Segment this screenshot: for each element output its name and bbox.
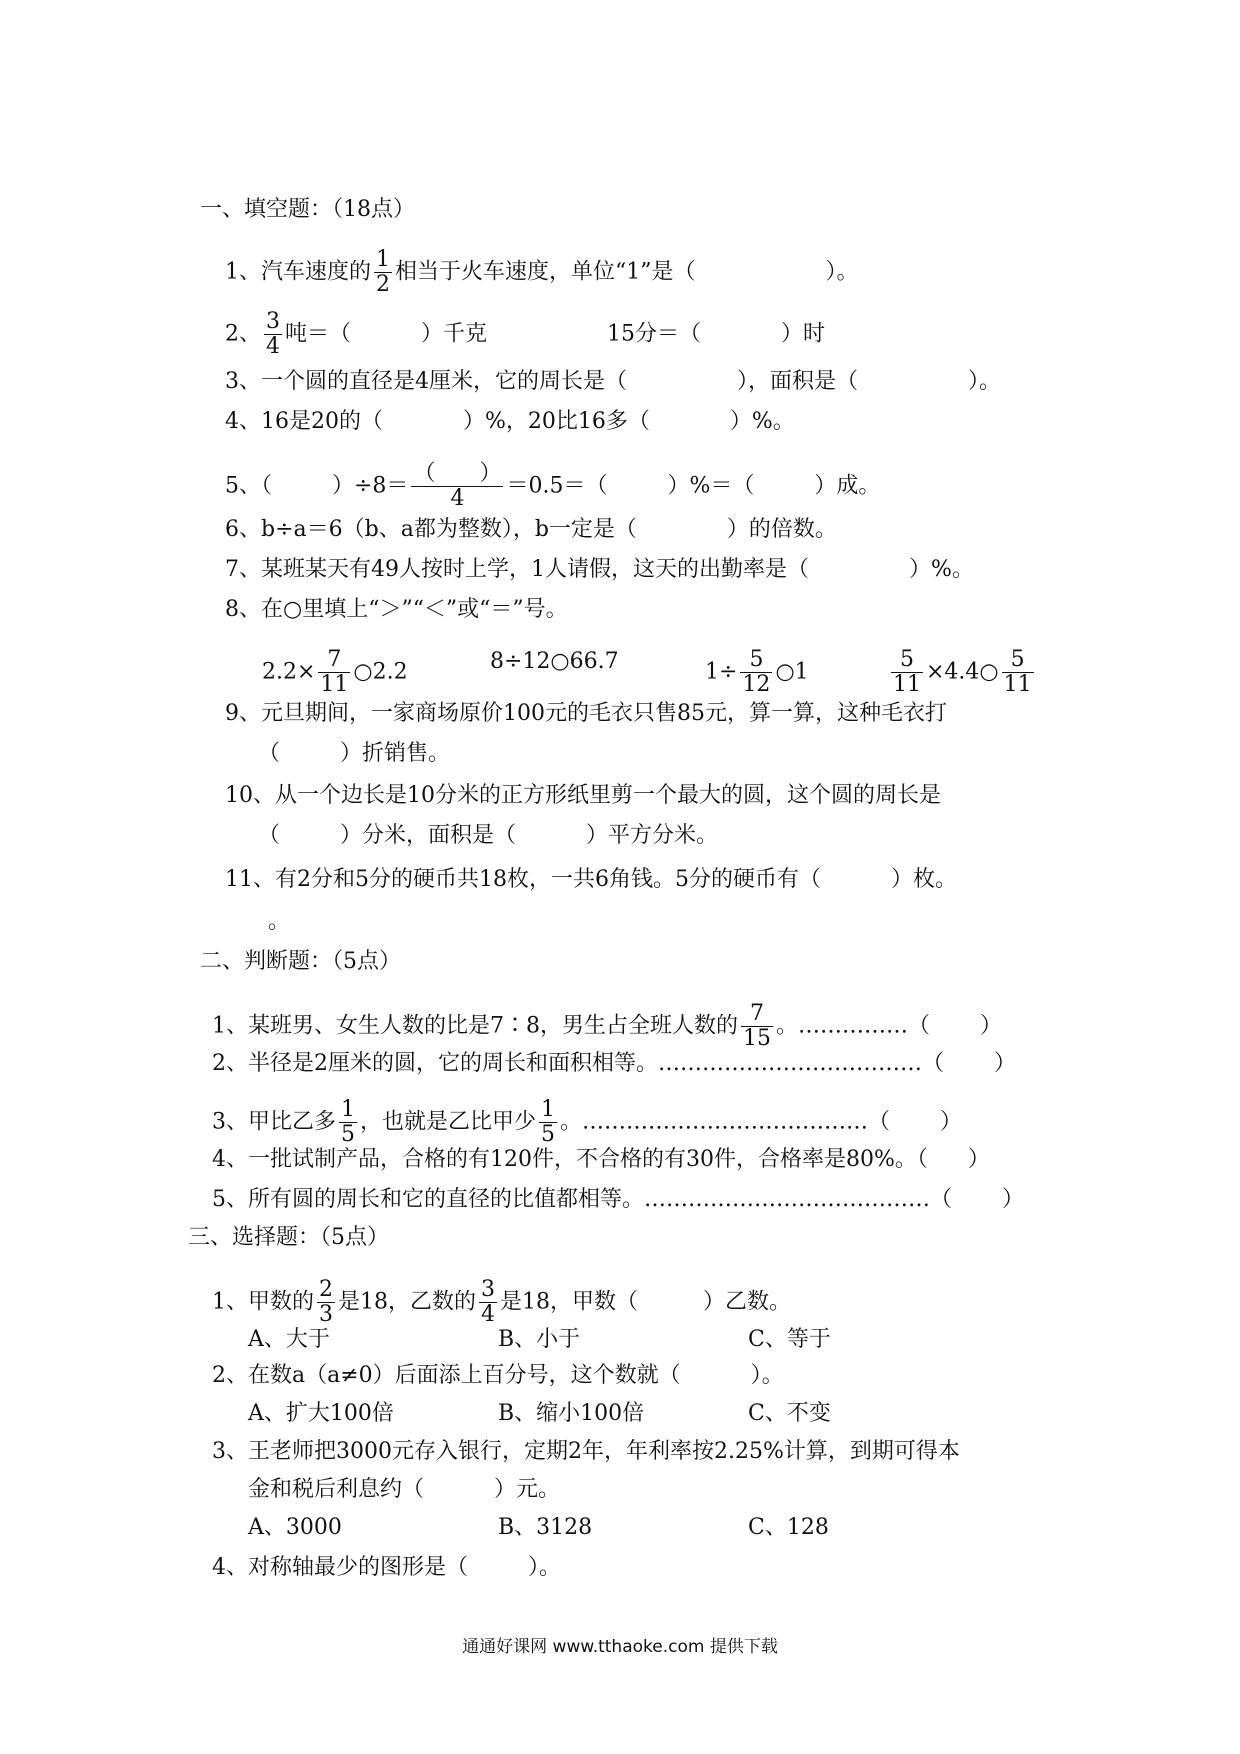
j3-text-a: 3、甲比乙多 xyxy=(212,1109,336,1135)
j5-text-c: ） xyxy=(1002,1187,1025,1212)
c1-text-c: 是18，甲数（ xyxy=(500,1289,638,1315)
q8-item-2-a: 8÷12○66.7 xyxy=(490,649,619,674)
q2-text-b: 吨＝（ xyxy=(285,321,352,347)
j2-text-a: 2、半径是2厘米的圆，它的周长和面积相等。………………………………（ xyxy=(212,1051,944,1076)
choice-1 xyxy=(212,1278,791,1327)
q8-item-4-fraction-b xyxy=(1002,648,1034,697)
q8-item-3 xyxy=(705,648,809,697)
q2-text-f: ）时 xyxy=(781,321,826,347)
q2-text-a: 2、 xyxy=(225,321,261,347)
q2-denominator: 4 xyxy=(266,334,280,359)
c1-option-a: A、大于 xyxy=(248,1327,330,1352)
j3-text-b: ，也就是乙比甲少 xyxy=(360,1109,537,1135)
q8-item-4-fraction-a xyxy=(891,648,923,697)
footer-watermark: 通通好课网 www.tthaoke.com 提供下载 xyxy=(462,1637,778,1657)
choice-3-line-2 xyxy=(248,1476,560,1504)
q2-fraction xyxy=(264,310,282,359)
q9-text-a: （ xyxy=(258,741,281,766)
c4-text-a: 4、对称轴最少的图形是（ xyxy=(212,1555,468,1580)
q3-text-a: 3、一个圆的直径是4厘米，它的周长是（ xyxy=(225,369,627,394)
q11-text-b: ）枚。 xyxy=(890,867,957,892)
c4-text-b: ）。 xyxy=(528,1555,562,1580)
q1-text-b: 相当于火车速度，单位“1”是（ xyxy=(395,259,696,285)
q4-text-c: ）%。 xyxy=(729,409,795,434)
question-9-line-2 xyxy=(258,740,450,768)
question-2 xyxy=(225,310,825,359)
q8-item-3-denominator: 12 xyxy=(742,672,771,697)
j1-text-c: ） xyxy=(980,1013,1003,1039)
c1-option-c: C、等于 xyxy=(748,1327,831,1352)
c3-text-b: ）元。 xyxy=(494,1477,561,1502)
question-6 xyxy=(225,516,837,544)
q10-text-c: ）平方分米。 xyxy=(586,823,719,848)
j4-text-c: ） xyxy=(967,1147,990,1172)
q2-text-c: ）千克 xyxy=(421,321,488,347)
q5-numerator: （ ） xyxy=(413,461,502,486)
j3-denominator-b: 5 xyxy=(541,1122,556,1147)
judge-1 xyxy=(212,1002,1002,1051)
q5-text-e: ）%＝（ xyxy=(667,473,755,499)
question-3 xyxy=(225,368,1001,396)
q6-text-a: 6、b÷a＝6（b、a都为整数），b一定是（ xyxy=(225,517,637,542)
j1-fraction xyxy=(741,1002,773,1051)
j3-denominator-a: 5 xyxy=(341,1122,355,1147)
j1-text-a: 1、某班男、女生人数的比是7∶8，男生占全班人数的 xyxy=(212,1013,738,1039)
question-1 xyxy=(225,248,859,297)
q1-text-c: ）。 xyxy=(825,259,859,285)
question-7 xyxy=(225,556,974,584)
q5-text-a: 5、（ xyxy=(225,473,272,499)
c1-option-b: B、小于 xyxy=(498,1327,581,1352)
c2-text-a: 2、在数a（a≠0）后面添上百分号，这个数就（ xyxy=(212,1363,681,1388)
judge-5 xyxy=(212,1186,1024,1214)
question-4 xyxy=(225,408,795,436)
q4-text-b: ）%，20比16多（ xyxy=(463,409,650,434)
q11-text-a: 11、有2分和5分的硬币共18枚，一共6角钱。5分的硬币有（ xyxy=(225,867,821,892)
q1-text-a: 1、汽车速度的 xyxy=(225,259,371,285)
q8-item-4-numerator-a: 5 xyxy=(891,648,923,673)
j3-fraction-b xyxy=(539,1098,557,1147)
question-9-line-1: 9、元旦期间，一家商场原价100元的毛衣只售85元，算一算，这种毛衣打 xyxy=(225,701,947,726)
q1-fraction xyxy=(374,248,392,297)
j1-denominator: 15 xyxy=(743,1026,771,1051)
c1-fraction-b xyxy=(479,1278,497,1327)
q2-text-e: 15分＝（ xyxy=(607,321,702,347)
question-11-line-2: 。 xyxy=(268,909,291,934)
c3-option-b: B、3128 xyxy=(498,1515,593,1540)
section-2-title: 二、判断题：（5点） xyxy=(200,949,401,974)
q7-text-b: ）%。 xyxy=(909,557,974,582)
section-3-title: 三、选择题：（5点） xyxy=(188,1225,389,1250)
q8-item-3-a: 1÷ xyxy=(705,659,738,685)
q8-item-1 xyxy=(262,648,408,697)
q10-text-a: （ xyxy=(258,823,281,848)
q9-text-b: ）折销售。 xyxy=(340,741,451,766)
c1-numerator-a: 2 xyxy=(319,1277,333,1302)
q3-text-b: ），面积是（ xyxy=(737,369,859,394)
c2-option-c: C、不变 xyxy=(748,1401,831,1426)
choice-3-line-1: 3、王老师把3000元存入银行，定期2年，年利率按2.25%计算，到期可得本 xyxy=(212,1439,960,1464)
c2-option-a: A、扩大100倍 xyxy=(248,1401,394,1426)
q8-item-4-denominator-a: 11 xyxy=(893,672,921,697)
judge-4 xyxy=(212,1146,990,1174)
j2-text-c: ） xyxy=(994,1051,1017,1076)
q1-denominator: 2 xyxy=(376,272,390,297)
c1-text-b: 是18，乙数的 xyxy=(338,1289,476,1315)
choice-2 xyxy=(212,1362,784,1390)
q8-item-1-numerator: 7 xyxy=(318,648,350,673)
q6-text-b: ）的倍数。 xyxy=(726,517,837,542)
q8-item-1-denominator: 11 xyxy=(320,672,349,697)
q8-item-4-a: ×4.4○ xyxy=(926,659,999,685)
question-10-line-2 xyxy=(258,822,718,850)
q3-text-c: ）。 xyxy=(968,369,1002,394)
question-5 xyxy=(225,462,880,511)
j1-numerator: 7 xyxy=(741,1002,773,1027)
q4-text-a: 4、16是20的（ xyxy=(225,409,383,434)
j5-text-a: 5、所有圆的周长和它的直径的比值都相等。…………………………………（ xyxy=(212,1187,952,1212)
question-10-line-1: 10、从一个边长是10分米的正方形纸里剪一个最大的圆，这个圆的周长是 xyxy=(225,783,941,808)
q2-numerator: 3 xyxy=(266,309,280,334)
q8-item-3-numerator: 5 xyxy=(740,648,772,673)
q8-item-3-b: ○1 xyxy=(775,659,809,685)
j3-numerator-a: 1 xyxy=(341,1097,355,1122)
q8-item-2 xyxy=(490,648,619,676)
c2-option-b: B、缩小100倍 xyxy=(498,1401,645,1426)
question-8: 8、在○里填上“＞”“＜”或“＝”号。 xyxy=(225,597,568,622)
j3-text-c: 。…………………………………（ xyxy=(560,1109,891,1135)
c2-text-b: ）。 xyxy=(750,1363,784,1388)
q8-item-1-a: 2.2× xyxy=(262,659,316,685)
j3-numerator-b: 1 xyxy=(541,1097,556,1122)
c1-fraction-a xyxy=(317,1278,335,1327)
q8-item-4-numerator-b: 5 xyxy=(1002,648,1034,673)
q5-denominator: 4 xyxy=(450,486,465,511)
choice-4 xyxy=(212,1554,561,1582)
c3-option-a: A、3000 xyxy=(248,1515,342,1540)
judge-2 xyxy=(212,1050,1016,1078)
q7-text-a: 7、某班某天有49人按时上学，1人请假，这天的出勤率是（ xyxy=(225,557,809,582)
j3-text-e: ） xyxy=(940,1109,963,1135)
q8-item-4-denominator-b: 11 xyxy=(1003,672,1032,697)
c3-option-c: C、128 xyxy=(748,1515,829,1540)
q5-fraction xyxy=(411,462,503,511)
q8-item-1-fraction xyxy=(318,648,350,697)
section-1-title: 一、填空题：（18点） xyxy=(200,197,415,222)
q8-item-3-fraction xyxy=(740,648,772,697)
c1-denominator-a: 3 xyxy=(319,1302,333,1327)
c1-text-a: 1、甲数的 xyxy=(212,1289,314,1315)
q5-text-b: ）÷8＝ xyxy=(332,473,409,499)
j3-fraction-a xyxy=(339,1098,357,1147)
j1-text-b: 。……………（ xyxy=(776,1013,931,1039)
q5-text-c: ＝0.5＝（ xyxy=(506,473,608,499)
question-11 xyxy=(225,866,957,894)
c1-text-e: ）乙数。 xyxy=(703,1289,792,1315)
c1-denominator-b: 4 xyxy=(481,1302,495,1327)
c1-numerator-b: 3 xyxy=(481,1277,495,1302)
j4-text-a: 4、一批试制产品，合格的有120件，不合格的有30件，合格率是80%。（ xyxy=(212,1147,928,1172)
q5-text-f: ）成。 xyxy=(814,473,881,499)
q10-text-b: ）分米，面积是（ xyxy=(340,823,517,848)
q8-item-1-b: ○2.2 xyxy=(353,659,408,685)
q8-item-4 xyxy=(888,648,1037,697)
q1-numerator: 1 xyxy=(376,247,390,272)
judge-3 xyxy=(212,1098,962,1147)
c3-text-a: 金和税后利息约（ xyxy=(248,1477,425,1502)
